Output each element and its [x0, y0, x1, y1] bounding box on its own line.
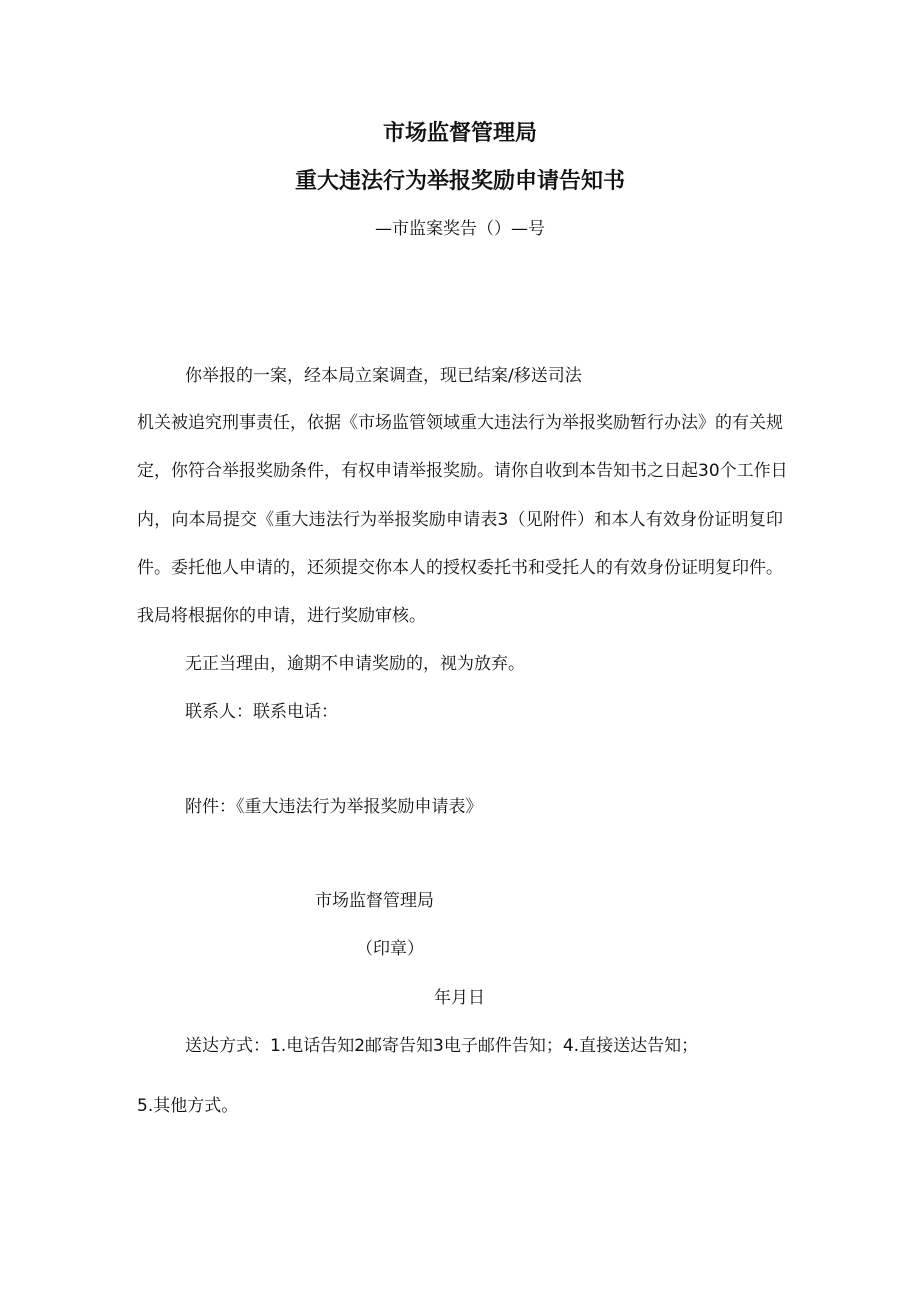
signature-date: 年月日 — [434, 988, 485, 1008]
body-line-5: 件。委托他人申请的，还须提交你本人的授权委托书和受托人的有效身份证明复印件。 — [137, 558, 783, 578]
document-title: 重大违法行为举报奖励申请告知书 — [294, 169, 625, 194]
attachment-line: 附件：《重大违法行为举报奖励申请表》 — [185, 797, 483, 817]
signature-agency: 市场监督管理局 — [315, 891, 434, 911]
contact-line: 联系人：联系电话： — [185, 702, 338, 722]
body-line-4: 内，向本局提交《重大违法行为举报奖励申请表3（见附件）和本人有效身份证明复印 — [137, 510, 783, 530]
agency-heading: 市场监督管理局 — [382, 121, 537, 146]
official-seal: （印章） — [356, 939, 424, 959]
waiver-paragraph: 无正当理由，逾期不申请奖励的，视为放弃。 — [185, 654, 525, 674]
body-line-1: 你举报的一案，经本局立案调查，现已结案/移送司法 — [185, 366, 582, 386]
body-line-2: 机关被追究刑事责任，依据《市场监管领域重大违法行为举报奖励暂行办法》的有关规 — [137, 413, 783, 433]
body-line-6: 我局将根据你的申请，进行奖励审核。 — [137, 606, 426, 626]
delivery-methods-other: 5.其他方式。 — [137, 1096, 239, 1116]
document-number: —市监案奖告（）—号 — [375, 219, 545, 239]
body-line-3: 定，你符合举报奖励条件，有权申请举报奖励。请你自收到本告知书之日起30个工作日 — [137, 461, 788, 481]
delivery-methods: 送达方式：1.电话告知2邮寄告知3电子邮件告知；4.直接送达告知； — [185, 1036, 699, 1056]
